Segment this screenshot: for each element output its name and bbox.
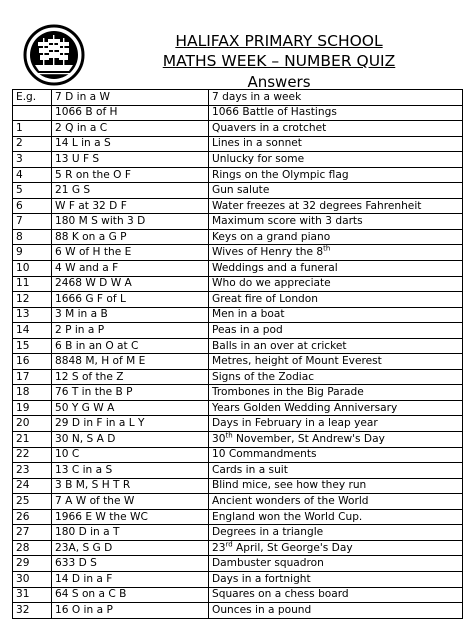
answer-text: Signs of the Zodiac [212, 370, 315, 383]
answer-text: Quavers in a crotchet [212, 121, 327, 134]
question-number: 26 [13, 509, 52, 525]
clue-cell: W F at 32 D F [52, 198, 209, 214]
page-header [0, 0, 474, 91]
clue-cell: 14 L in a S [52, 136, 209, 152]
question-number: 32 [13, 603, 52, 619]
answer-text: Great fire of London [212, 292, 318, 305]
answer-text: Rings on the Olympic flag [212, 168, 349, 181]
answer-text: April, St George's Day [232, 541, 353, 554]
table-row [13, 307, 463, 323]
clue-cell: 13 U F S [52, 152, 209, 168]
clue-cell: 180 D in a T [52, 525, 209, 541]
question-number: 10 [13, 261, 52, 277]
question-number: 14 [13, 323, 52, 339]
clue-cell: 12 S of the Z [52, 369, 209, 385]
clue-cell: 2468 W D W A [52, 276, 209, 292]
table-row [13, 245, 463, 261]
question-number: 16 [13, 354, 52, 370]
answer-text: Ounces in a pound [212, 603, 312, 616]
answer-cell [209, 463, 463, 479]
clue-cell: 2 P in a P [52, 323, 209, 339]
question-number: 27 [13, 525, 52, 541]
clue-cell: 76 T in the B P [52, 385, 209, 401]
table-row [13, 369, 463, 385]
question-number: 24 [13, 478, 52, 494]
answer-cell [209, 556, 463, 572]
answer-cell [209, 478, 463, 494]
question-number: 23 [13, 463, 52, 479]
table-row [13, 152, 463, 168]
question-number: 28 [13, 540, 52, 556]
table-row [13, 354, 463, 370]
question-number: 30 [13, 571, 52, 587]
answer-cell [209, 416, 463, 432]
table-row [13, 167, 463, 183]
answer-text: Balls in an over at cricket [212, 339, 347, 352]
answer-text: November, St Andrew's Day [232, 432, 385, 445]
answer-cell [209, 90, 463, 106]
table-row [13, 261, 463, 277]
table-row [13, 447, 463, 463]
question-number: 13 [13, 307, 52, 323]
answer-cell [209, 307, 463, 323]
table-row [13, 183, 463, 199]
answer-text: Keys on a grand piano [212, 230, 331, 243]
table-row [13, 323, 463, 339]
answer-cell [209, 261, 463, 277]
answer-cell [209, 105, 463, 121]
answer-cell [209, 369, 463, 385]
question-number: 18 [13, 385, 52, 401]
clue-cell: 23A, S G D [52, 540, 209, 556]
answer-cell [209, 198, 463, 214]
clue-cell: 4 W and a F [52, 261, 209, 277]
clue-cell: 180 M S with 3 D [52, 214, 209, 230]
clue-cell: 8848 M, H of M E [52, 354, 209, 370]
answer-superscript: th [323, 244, 331, 253]
table-row [13, 136, 463, 152]
table-row [13, 121, 463, 137]
clue-cell: 6 B in an O at C [52, 338, 209, 354]
answer-cell [209, 292, 463, 308]
answers-subtitle: Answers [247, 73, 311, 91]
answer-superscript: rd [225, 540, 233, 549]
ship-logo-icon [23, 24, 85, 86]
answer-text: 10 Commandments [212, 448, 317, 461]
answer-text: Degrees in a triangle [212, 526, 324, 539]
table-row [13, 525, 463, 541]
answer-text: Weddings and a funeral [212, 261, 338, 274]
answer-cell [209, 587, 463, 603]
answer-cell [209, 385, 463, 401]
question-number: 6 [13, 198, 52, 214]
clue-cell: 6 W of H the E [52, 245, 209, 261]
quiz-table [12, 89, 463, 619]
answer-text: Cards in a suit [212, 463, 288, 476]
answer-cell [209, 323, 463, 339]
table-row [13, 292, 463, 308]
question-number: 1 [13, 121, 52, 137]
table-row [13, 494, 463, 510]
answer-text: Days in a fortnight [212, 572, 311, 585]
clue-cell: 633 D S [52, 556, 209, 572]
clue-cell: 2 Q in a C [52, 121, 209, 137]
answer-text: Blind mice, see how they run [212, 479, 367, 492]
answer-text: Dambuster squadron [212, 557, 324, 570]
question-number: 7 [13, 214, 52, 230]
answer-cell [209, 447, 463, 463]
answer-cell [209, 509, 463, 525]
answer-cell [209, 400, 463, 416]
clue-cell: 88 K on a G P [52, 229, 209, 245]
clue-cell: 64 S on a C B [52, 587, 209, 603]
answer-cell [209, 603, 463, 619]
table-row [13, 385, 463, 401]
answer-cell [209, 183, 463, 199]
answer-text: Maximum score with 3 darts [212, 215, 363, 228]
answer-cell [209, 276, 463, 292]
table-row [13, 276, 463, 292]
question-number: 25 [13, 494, 52, 510]
answer-cell [209, 214, 463, 230]
clue-cell: 3 B M, S H T R [52, 478, 209, 494]
answer-cell [209, 338, 463, 354]
answer-text: Who do we appreciate [212, 277, 331, 290]
answer-prefix: 30 [212, 432, 226, 445]
question-number [13, 105, 52, 121]
clue-cell: 1666 G F of L [52, 292, 209, 308]
clue-cell: 29 D in F in a L Y [52, 416, 209, 432]
answer-cell [209, 121, 463, 137]
answer-cell [209, 540, 463, 556]
table-row [13, 416, 463, 432]
table-row [13, 90, 463, 106]
answer-text: 1066 Battle of Hastings [212, 106, 337, 119]
table-row [13, 198, 463, 214]
answer-cell [209, 152, 463, 168]
question-number: 4 [13, 167, 52, 183]
question-number: 17 [13, 369, 52, 385]
quiz-title: MATHS WEEK – NUMBER QUIZ [162, 52, 396, 70]
answer-text: Trombones in the Big Parade [212, 386, 364, 399]
answer-text: Ancient wonders of the World [212, 494, 369, 507]
answer-cell [209, 167, 463, 183]
question-number: 15 [13, 338, 52, 354]
table-row [13, 556, 463, 572]
table-row [13, 571, 463, 587]
answer-text: England won the World Cup. [212, 510, 363, 523]
clue-cell: 13 C in a S [52, 463, 209, 479]
clue-cell: 10 C [52, 447, 209, 463]
answer-text: Days in February in a leap year [212, 417, 378, 430]
answer-text: Squares on a chess board [212, 588, 349, 601]
answer-text: Unlucky for some [212, 152, 305, 165]
table-row [13, 214, 463, 230]
clue-cell: 50 Y G W A [52, 400, 209, 416]
clue-cell: 7 D in a W [52, 90, 209, 106]
answer-superscript: th [225, 431, 233, 440]
answer-text: Metres, height of Mount Everest [212, 355, 382, 368]
answer-cell [209, 354, 463, 370]
clue-cell: 30 N, S A D [52, 432, 209, 448]
table-row [13, 603, 463, 619]
answer-cell [209, 432, 463, 448]
clue-cell: 3 M in a B [52, 307, 209, 323]
table-row [13, 463, 463, 479]
question-number: 2 [13, 136, 52, 152]
clue-cell: 1066 B of H [52, 105, 209, 121]
question-number: 12 [13, 292, 52, 308]
answer-text: Lines in a sonnet [212, 137, 302, 150]
answer-text: Men in a boat [212, 308, 285, 321]
answer-text: Wives of Henry the 8 [212, 246, 324, 259]
clue-cell: 14 D in a F [52, 571, 209, 587]
clue-cell: 16 O in a P [52, 603, 209, 619]
question-number: 20 [13, 416, 52, 432]
school-name: HALIFAX PRIMARY SCHOOL [175, 32, 383, 50]
table-row [13, 478, 463, 494]
table-row [13, 540, 463, 556]
question-number: 21 [13, 432, 52, 448]
answer-cell [209, 525, 463, 541]
table-row [13, 432, 463, 448]
table-row [13, 105, 463, 121]
answer-text: 7 days in a week [212, 90, 302, 103]
table-row [13, 229, 463, 245]
clue-cell: 1966 E W the WC [52, 509, 209, 525]
answer-prefix: 23 [212, 541, 226, 554]
table-row [13, 509, 463, 525]
answer-cell [209, 571, 463, 587]
question-number: 22 [13, 447, 52, 463]
question-number: 8 [13, 229, 52, 245]
question-number: 19 [13, 400, 52, 416]
question-number: 3 [13, 152, 52, 168]
clue-cell: 5 R on the O F [52, 167, 209, 183]
question-number: 11 [13, 276, 52, 292]
answer-cell [209, 245, 463, 261]
question-number: 5 [13, 183, 52, 199]
clue-cell: 21 G S [52, 183, 209, 199]
answer-cell [209, 494, 463, 510]
answer-text: Gun salute [212, 184, 270, 197]
table-row [13, 400, 463, 416]
question-number: 31 [13, 587, 52, 603]
table-row [13, 338, 463, 354]
answer-text: Peas in a pod [212, 323, 283, 336]
answer-cell [209, 136, 463, 152]
answer-text: Years Golden Wedding Anniversary [212, 401, 398, 414]
clue-cell: 7 A W of the W [52, 494, 209, 510]
question-number: E.g. [13, 90, 52, 106]
answer-text: Water freezes at 32 degrees Fahrenheit [212, 199, 422, 212]
question-number: 9 [13, 245, 52, 261]
question-number: 29 [13, 556, 52, 572]
answer-cell [209, 229, 463, 245]
table-row [13, 587, 463, 603]
